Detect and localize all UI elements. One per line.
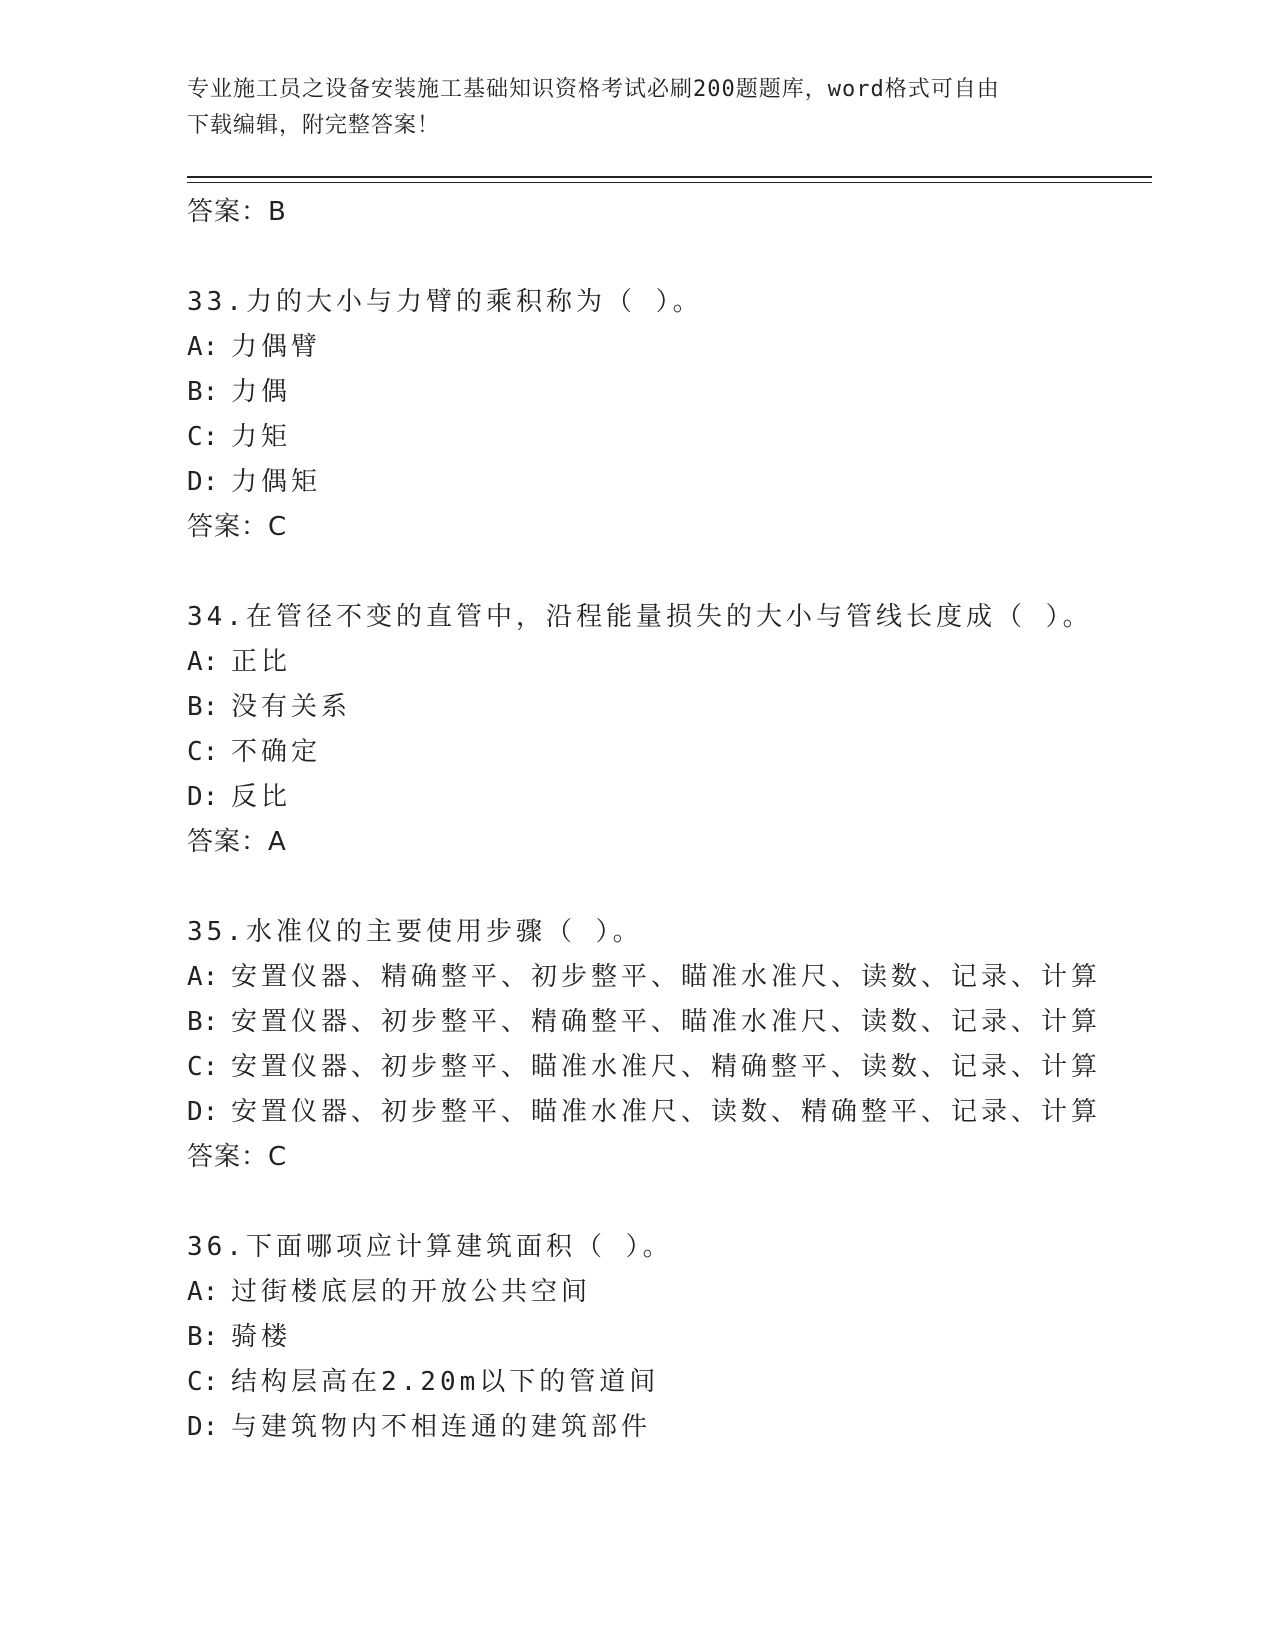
option-letter: B:: [187, 1007, 219, 1037]
option-d: [187, 1090, 1152, 1135]
option-text: 正比: [231, 647, 292, 677]
option-a: [187, 325, 1152, 370]
option-b: [187, 1000, 1152, 1045]
document-header: [187, 72, 1087, 144]
header-line-1: 专业施工员之设备安装施工基础知识资格考试必刷200题题库，word格式可自由: [187, 77, 1000, 102]
option-letter: D:: [187, 782, 219, 812]
option-text: 与建筑物内不相连通的建筑部件: [231, 1412, 652, 1442]
option-letter: A:: [187, 332, 219, 362]
option-a: [187, 640, 1152, 685]
answer-value: B: [268, 197, 287, 227]
header-divider-thin: [187, 182, 1152, 183]
option-letter: B:: [187, 377, 219, 407]
option-c: [187, 415, 1152, 460]
option-d: [187, 460, 1152, 505]
question-list: [187, 190, 1152, 1450]
option-letter: D:: [187, 1097, 219, 1127]
option-a: [187, 955, 1152, 1000]
option-text: 结构层高在2.20m以下的管道间: [231, 1367, 660, 1397]
question-block-35: [187, 910, 1152, 1180]
answer-label: 答案：: [187, 512, 269, 542]
option-letter: C:: [187, 1367, 219, 1397]
answer-value: C: [268, 512, 288, 542]
option-letter: B:: [187, 692, 219, 722]
answer-line: [187, 820, 1152, 865]
option-letter: A:: [187, 647, 219, 677]
option-c: [187, 730, 1152, 775]
question-text: 36.下面哪项应计算建筑面积（ ）。: [187, 1232, 673, 1262]
option-d: [187, 775, 1152, 820]
option-c: [187, 1045, 1152, 1090]
answer-label: 答案：: [187, 827, 269, 857]
option-text: 没有关系: [231, 692, 352, 722]
option-d: [187, 1405, 1152, 1450]
option-text: 安置仪器、初步整平、精确整平、瞄准水准尺、读数、记录、计算: [231, 1007, 1102, 1037]
option-text: 反比: [231, 782, 292, 812]
option-text: 骑楼: [231, 1322, 292, 1352]
question-text: 35.水准仪的主要使用步骤（ ）。: [187, 917, 643, 947]
option-a: [187, 1270, 1152, 1315]
question-text: 34.在管径不变的直管中，沿程能量损失的大小与管线长度成（ ）。: [187, 602, 1093, 632]
answer-value: C: [268, 1142, 288, 1172]
option-b: [187, 370, 1152, 415]
option-c: [187, 1360, 1152, 1405]
option-text: 安置仪器、初步整平、瞄准水准尺、读数、精确整平、记录、计算: [231, 1097, 1102, 1127]
option-letter: C:: [187, 737, 219, 767]
option-b: [187, 1315, 1152, 1360]
previous-answer: [187, 190, 1152, 235]
option-b: [187, 685, 1152, 730]
option-text: 力偶矩: [231, 467, 322, 497]
question-block-33: [187, 280, 1152, 550]
option-letter: D:: [187, 467, 219, 497]
option-text: 不确定: [231, 737, 322, 767]
question-block-36: [187, 1225, 1152, 1450]
answer-line: [187, 1135, 1152, 1180]
option-text: 力偶: [231, 377, 292, 407]
option-letter: A:: [187, 962, 219, 992]
answer-label: 答案：: [187, 1142, 269, 1172]
option-text: 安置仪器、精确整平、初步整平、瞄准水准尺、读数、记录、计算: [231, 962, 1102, 992]
option-letter: C:: [187, 1052, 219, 1082]
option-text: 安置仪器、初步整平、瞄准水准尺、精确整平、读数、记录、计算: [231, 1052, 1102, 1082]
question-block-34: [187, 595, 1152, 865]
option-letter: A:: [187, 1277, 219, 1307]
question-text: 33.力的大小与力臂的乘积称为（ ）。: [187, 287, 703, 317]
header-divider-thick: [187, 176, 1152, 178]
answer-line: [187, 505, 1152, 550]
option-text: 力矩: [231, 422, 292, 452]
option-text: 力偶臂: [231, 332, 322, 362]
option-text: 过街楼底层的开放公共空间: [231, 1277, 592, 1307]
option-letter: C:: [187, 422, 219, 452]
answer-label: 答案：: [187, 197, 269, 227]
option-letter: D:: [187, 1412, 219, 1442]
option-letter: B:: [187, 1322, 219, 1352]
header-line-2: 下载编辑，附完整答案！: [187, 113, 441, 138]
answer-value: A: [268, 827, 287, 857]
